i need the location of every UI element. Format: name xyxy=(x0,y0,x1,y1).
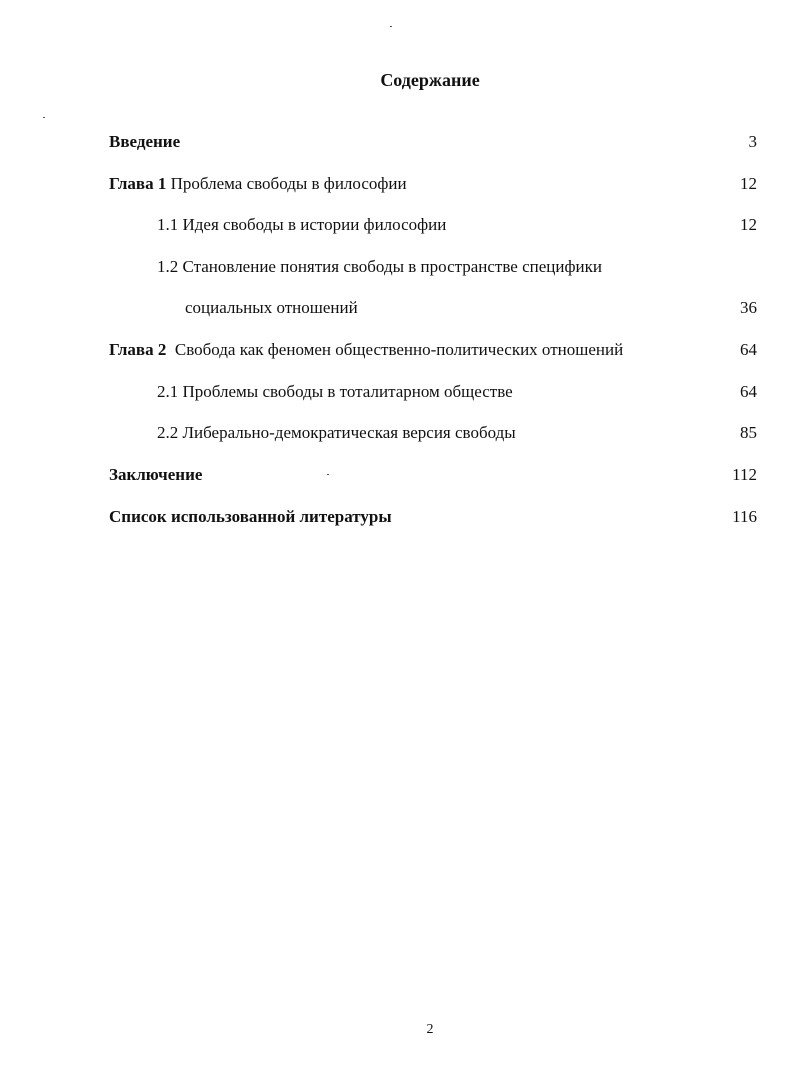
toc-entry-bibliography xyxy=(0,503,791,531)
toc-entry-label: Введение xyxy=(109,132,181,151)
page-number-footer: 2 xyxy=(426,1022,434,1037)
toc-page-number: 3 xyxy=(748,132,757,151)
toc-entry-label: социальных отношений xyxy=(185,298,358,317)
toc-entry-section-2-1 xyxy=(0,378,791,406)
page-title: Содержание xyxy=(380,70,480,90)
scan-speck xyxy=(390,26,392,27)
toc-entry-label: 2.2 Либерально-демократическая версия свободы xyxy=(157,423,516,442)
toc-entry-label: Список использованной литературы xyxy=(109,507,392,526)
toc-entry-label: Глава 2 Свобода как феномен общественно-политических отношений xyxy=(109,340,624,359)
toc-page-number: 112 xyxy=(732,465,757,484)
toc-page-number: 116 xyxy=(732,507,757,526)
toc-entry-label: 2.1 Проблемы свободы в тоталитарном обществе xyxy=(157,382,513,401)
toc-page-number: 12 xyxy=(740,215,757,234)
toc-page-number: 64 xyxy=(740,382,757,401)
toc-entry-conclusion xyxy=(0,461,791,489)
toc-entry-label: Заключение xyxy=(109,465,203,484)
scan-speck xyxy=(43,117,45,118)
toc-entry-section-1-1 xyxy=(0,211,791,239)
toc-page-number: 64 xyxy=(740,340,757,359)
toc-entry-chapter-1 xyxy=(0,170,791,198)
toc-entry-chapter-2 xyxy=(0,336,791,364)
toc-page-number: 12 xyxy=(740,174,757,193)
toc-page-number: 85 xyxy=(740,423,757,442)
toc-entry-section-1-2-cont xyxy=(0,294,791,322)
toc-entry-section-1-2 xyxy=(0,253,791,281)
toc-page-number: 36 xyxy=(740,298,757,317)
toc-entry-label: 1.1 Идея свободы в истории философии xyxy=(157,215,447,234)
toc-entry-label: 1.2 Становление понятия свободы в пространстве специфики xyxy=(157,257,602,276)
toc-entry-introduction xyxy=(0,128,791,156)
toc-entry-label: Глава 1 Проблема свободы в философии xyxy=(109,174,407,193)
toc-entry-section-2-2 xyxy=(0,419,791,447)
